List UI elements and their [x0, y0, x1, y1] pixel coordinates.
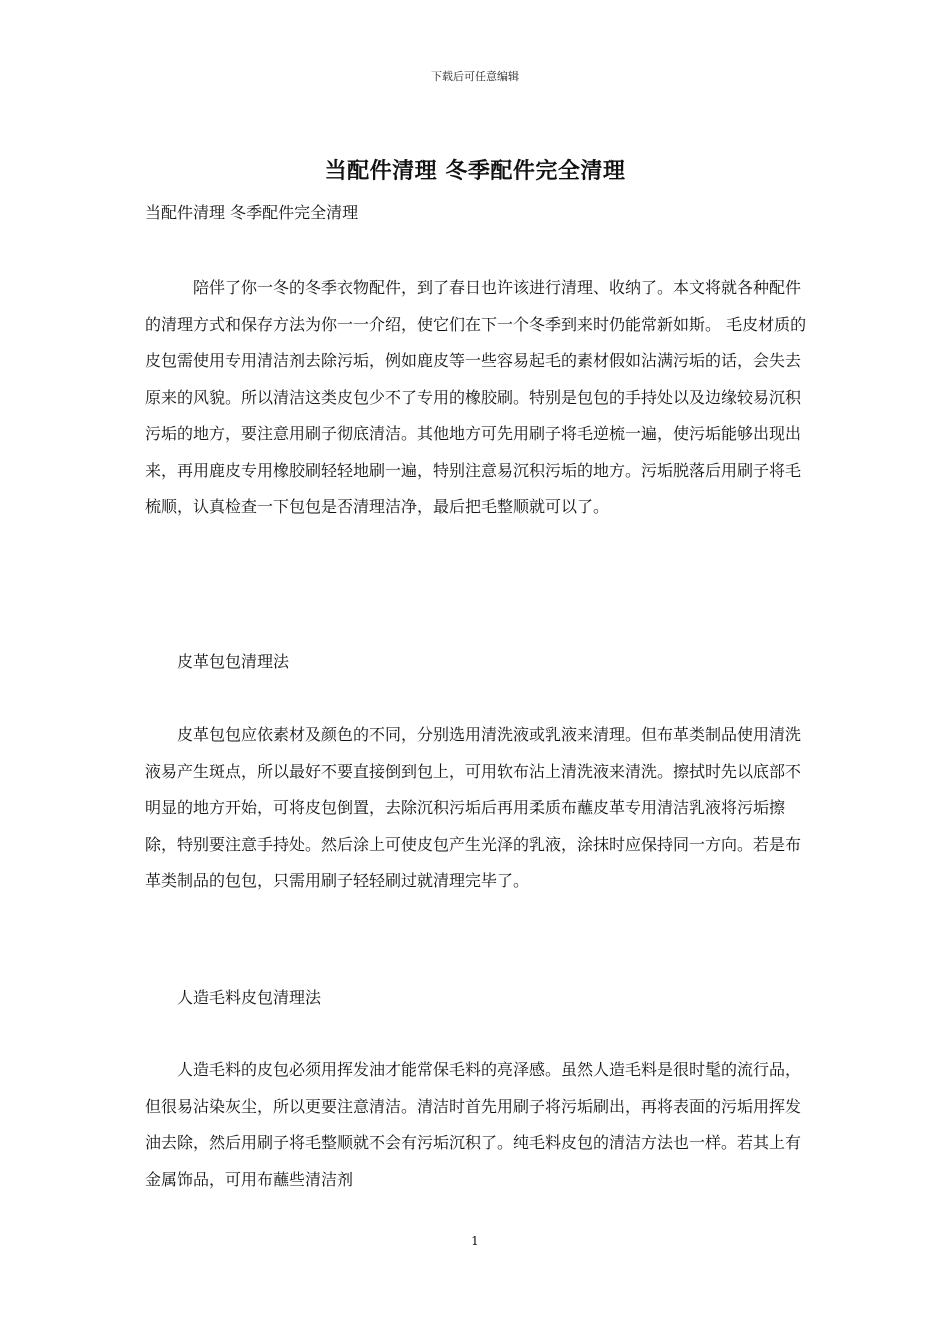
- section-heading-leather: 皮革包包清理法: [177, 652, 290, 671]
- paragraph-leather: 皮革包包应依素材及颜色的不同，分别选用清洗液或乳液来清理。但布革类制品使用清洗液易产生斑点，所以最好不要直接倒到包上，可用软布沾上清洗液来清洗。擦拭时先以底部不明显的地方开始，可将皮包倒置，去除沉积污垢后再用柔质布蘸皮革专用清洁乳液将污垢擦除，特别要注意手持处。然后涂上可使皮包产生光泽的乳液，涂抹时应保持同一方向。若是布革类制品的包包，只需用刷子轻轻刷过就清理完毕了。: [145, 725, 802, 890]
- paragraph-intro: 陪伴了你一冬的冬季衣物配件，到了春日也许该进行清理、收纳了。本文将就各种配件的清理方式和保存方法为你一一介绍，使它们在下一个冬季到来时仍能常新如斯。 毛皮材质的皮包需使用专用清洁剂去除污垢，例如鹿皮等一些容易起毛的素材假如沾满污垢的话，会失去原来的风貌。所以清洁这类皮包少不了专用的橡胶刷。特别是包包的手持处以及边缘较易沉积污垢的地方，要注意用刷子彻底清洁。其他地方可先用刷子将毛逆梳一遍，使污垢能够出现出来，再用鹿皮专用橡胶刷轻轻地刷一遍，特别注意易沉积污垢的地方。污垢脱落后用刷子将毛梳顺，认真检查一下包包是否清理洁净，最后把毛整顺就可以了。: [145, 278, 807, 516]
- document-title: 当配件清理 冬季配件完全清理: [324, 158, 626, 184]
- document-subtitle: 当配件清理 冬季配件完全清理: [145, 203, 359, 222]
- header-note: 下载后可任意编辑: [431, 70, 519, 83]
- section-heading-fur: 人造毛料皮包清理法: [177, 988, 322, 1007]
- paragraph-fur: 人造毛料的皮包必须用挥发油才能常保毛料的亮泽感。虽然人造毛料是很时髦的流行品，但很易沾染灰尘，所以更要注意清洁。清洁时首先用刷子将污垢刷出，再将表面的污垢用挥发油去除，然后用刷子将毛整顺就不会有污垢沉积了。纯毛料皮包的清洁方法也一样。若其上有金属饰品，可用布蘸些清洁剂: [145, 1060, 802, 1189]
- page-number: 1: [471, 1234, 479, 1248]
